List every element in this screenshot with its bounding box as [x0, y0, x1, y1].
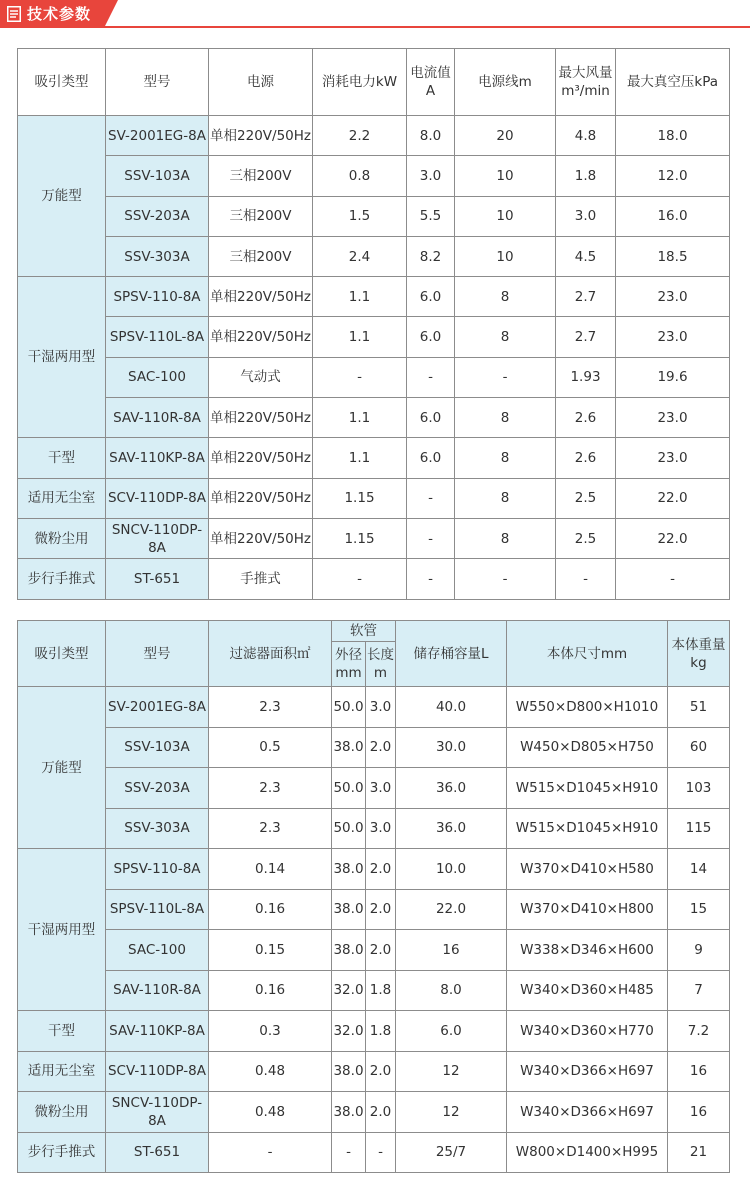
table-row	[18, 768, 730, 809]
cell-capacity: 36.0	[396, 808, 507, 849]
cell-cable: 10	[455, 236, 556, 276]
cell-current: 6.0	[407, 398, 455, 438]
cell-cable: 8	[455, 398, 556, 438]
cell-capacity: 40.0	[396, 687, 507, 728]
table-row	[18, 398, 730, 438]
cell-len: 2.0	[366, 849, 396, 890]
cell-dia: 50.0	[332, 768, 366, 809]
cell-vacuum: 23.0	[616, 398, 730, 438]
cell-weight: 7.2	[668, 1011, 730, 1052]
cell-size: W515×D1045×H910	[507, 768, 668, 809]
cell-model: SAV-110KP-8A	[106, 438, 209, 478]
col-header-filter: 过滤器面积㎡	[209, 621, 332, 687]
cell-cable: 8	[455, 438, 556, 478]
cell-model: SSV-303A	[106, 236, 209, 276]
col-header-airflow: 最大风量m³/min	[556, 49, 616, 116]
cell-filter: 0.3	[209, 1011, 332, 1052]
cell-dia: -	[332, 1132, 366, 1173]
cell-capacity: 16	[396, 930, 507, 971]
cell-model: SV-2001EG-8A	[106, 116, 209, 156]
table-row	[18, 1092, 730, 1133]
cell-vacuum: 23.0	[616, 277, 730, 317]
cell-current: -	[407, 357, 455, 397]
cell-dia: 38.0	[332, 1051, 366, 1092]
cell-current: -	[407, 559, 455, 599]
cell-size: W550×D800×H1010	[507, 687, 668, 728]
cell-capacity: 8.0	[396, 970, 507, 1011]
cell-dia: 38.0	[332, 1092, 366, 1133]
cell-size: W800×D1400×H995	[507, 1132, 668, 1173]
cell-capacity: 30.0	[396, 727, 507, 768]
type-label: 适用无尘室	[18, 478, 106, 518]
cell-size: W370×D410×H800	[507, 889, 668, 930]
cell-vacuum: 18.5	[616, 236, 730, 276]
cell-cable: 8	[455, 478, 556, 518]
cell-len: -	[366, 1132, 396, 1173]
cell-consumption: 1.1	[313, 438, 407, 478]
cell-size: W338×D346×H600	[507, 930, 668, 971]
cell-filter: 0.14	[209, 849, 332, 890]
cell-filter: 0.16	[209, 889, 332, 930]
cell-capacity: 10.0	[396, 849, 507, 890]
type-label: 微粉尘用	[18, 1092, 106, 1133]
cell-power: 单相220V/50Hz	[209, 518, 313, 558]
cell-len: 1.8	[366, 970, 396, 1011]
cell-len: 1.8	[366, 1011, 396, 1052]
col-header-vacuum: 最大真空压kPa	[616, 49, 730, 116]
cell-size: W515×D1045×H910	[507, 808, 668, 849]
cell-capacity: 22.0	[396, 889, 507, 930]
col-header-model: 型号	[106, 621, 209, 687]
type-label: 干湿两用型	[18, 849, 106, 1011]
cell-model: SAC-100	[106, 930, 209, 971]
col-header-hose-diameter: 外径mm	[332, 642, 366, 687]
type-label: 步行手推式	[18, 559, 106, 599]
cell-power: 气动式	[209, 357, 313, 397]
cell-weight: 7	[668, 970, 730, 1011]
cell-filter: 0.16	[209, 970, 332, 1011]
header-divider	[0, 26, 750, 28]
cell-model: SSV-103A	[106, 727, 209, 768]
table-row	[18, 1011, 730, 1052]
cell-capacity: 12	[396, 1051, 507, 1092]
cell-model: SAV-110R-8A	[106, 398, 209, 438]
cell-weight: 51	[668, 687, 730, 728]
cell-cable: 20	[455, 116, 556, 156]
cell-power: 三相200V	[209, 156, 313, 196]
type-label: 步行手推式	[18, 1132, 106, 1173]
table-row	[18, 438, 730, 478]
table-row	[18, 116, 730, 156]
table-row	[18, 930, 730, 971]
table-row	[18, 1051, 730, 1092]
cell-model: SSV-103A	[106, 156, 209, 196]
cell-current: -	[407, 478, 455, 518]
cell-model: ST-651	[106, 1132, 209, 1173]
cell-consumption: 1.15	[313, 478, 407, 518]
cell-consumption: 1.5	[313, 196, 407, 236]
cell-capacity: 6.0	[396, 1011, 507, 1052]
cell-consumption: 1.1	[313, 277, 407, 317]
col-header-capacity: 储存桶容量L	[396, 621, 507, 687]
table-row	[18, 727, 730, 768]
cell-model: SAC-100	[106, 357, 209, 397]
cell-len: 2.0	[366, 727, 396, 768]
cell-filter: 0.5	[209, 727, 332, 768]
cell-cable: 10	[455, 196, 556, 236]
cell-model: SPSV-110-8A	[106, 849, 209, 890]
cell-cable: -	[455, 559, 556, 599]
cell-model: SPSV-110-8A	[106, 277, 209, 317]
cell-airflow: 4.5	[556, 236, 616, 276]
cell-weight: 115	[668, 808, 730, 849]
cell-vacuum: 22.0	[616, 518, 730, 558]
cell-model: SPSV-110L-8A	[106, 889, 209, 930]
spec-table-dimensions	[17, 620, 730, 1173]
cell-filter: -	[209, 1132, 332, 1173]
document-list-icon	[7, 6, 21, 22]
cell-consumption: 1.1	[313, 398, 407, 438]
cell-vacuum: 23.0	[616, 438, 730, 478]
cell-power: 三相200V	[209, 236, 313, 276]
type-label: 干湿两用型	[18, 277, 106, 438]
col-header-hose: 软管	[332, 621, 396, 642]
cell-capacity: 25/7	[396, 1132, 507, 1173]
cell-current: 6.0	[407, 438, 455, 478]
cell-power: 单相220V/50Hz	[209, 478, 313, 518]
cell-power: 单相220V/50Hz	[209, 438, 313, 478]
type-label: 适用无尘室	[18, 1051, 106, 1092]
cell-airflow: 2.5	[556, 518, 616, 558]
cell-dia: 32.0	[332, 1011, 366, 1052]
col-header-model: 型号	[106, 49, 209, 116]
cell-capacity: 36.0	[396, 768, 507, 809]
cell-model: SAV-110R-8A	[106, 970, 209, 1011]
table-row	[18, 196, 730, 236]
cell-power: 单相220V/50Hz	[209, 116, 313, 156]
cell-model: SNCV-110DP-8A	[106, 518, 209, 558]
cell-dia: 50.0	[332, 808, 366, 849]
cell-airflow: 2.7	[556, 277, 616, 317]
cell-model: SNCV-110DP-8A	[106, 1092, 209, 1133]
cell-filter: 2.3	[209, 768, 332, 809]
col-header-power: 电源	[209, 49, 313, 116]
cell-vacuum: 18.0	[616, 116, 730, 156]
cell-airflow: 1.93	[556, 357, 616, 397]
cell-filter: 0.48	[209, 1051, 332, 1092]
cell-size: W340×D360×H770	[507, 1011, 668, 1052]
cell-current: 8.2	[407, 236, 455, 276]
type-label: 万能型	[18, 116, 106, 277]
table-row	[18, 808, 730, 849]
cell-consumption: 1.15	[313, 518, 407, 558]
cell-weight: 15	[668, 889, 730, 930]
cell-len: 2.0	[366, 1092, 396, 1133]
col-header-type: 吸引类型	[18, 621, 106, 687]
table-row	[18, 849, 730, 890]
cell-power: 单相220V/50Hz	[209, 317, 313, 357]
cell-weight: 103	[668, 768, 730, 809]
cell-cable: 8	[455, 518, 556, 558]
cell-model: SCV-110DP-8A	[106, 478, 209, 518]
cell-airflow: 2.5	[556, 478, 616, 518]
spec-table-electrical	[17, 48, 730, 600]
type-label: 微粉尘用	[18, 518, 106, 558]
cell-model: SAV-110KP-8A	[106, 1011, 209, 1052]
cell-weight: 16	[668, 1092, 730, 1133]
cell-model: SCV-110DP-8A	[106, 1051, 209, 1092]
cell-airflow: 2.6	[556, 438, 616, 478]
cell-size: W450×D805×H750	[507, 727, 668, 768]
cell-model: SSV-203A	[106, 196, 209, 236]
cell-power: 单相220V/50Hz	[209, 277, 313, 317]
table-row	[18, 478, 730, 518]
cell-vacuum: 23.0	[616, 317, 730, 357]
cell-airflow: 2.7	[556, 317, 616, 357]
cell-airflow: 2.6	[556, 398, 616, 438]
cell-power: 手推式	[209, 559, 313, 599]
cell-airflow: 4.8	[556, 116, 616, 156]
cell-vacuum: 16.0	[616, 196, 730, 236]
cell-len: 3.0	[366, 768, 396, 809]
col-header-current: 电流值A	[407, 49, 455, 116]
table-row	[18, 1132, 730, 1173]
cell-airflow: 3.0	[556, 196, 616, 236]
cell-capacity: 12	[396, 1092, 507, 1133]
table-row	[18, 559, 730, 599]
table-row	[18, 970, 730, 1011]
col-header-size: 本体尺寸mm	[507, 621, 668, 687]
cell-filter: 2.3	[209, 687, 332, 728]
table-row	[18, 518, 730, 558]
cell-cable: 8	[455, 317, 556, 357]
col-header-hose-length: 长度m	[366, 642, 396, 687]
cell-consumption: -	[313, 559, 407, 599]
cell-filter: 0.15	[209, 930, 332, 971]
col-header-type: 吸引类型	[18, 49, 106, 116]
cell-consumption: 2.4	[313, 236, 407, 276]
cell-dia: 38.0	[332, 849, 366, 890]
cell-model: SPSV-110L-8A	[106, 317, 209, 357]
cell-vacuum: 12.0	[616, 156, 730, 196]
table-row	[18, 889, 730, 930]
cell-current: 5.5	[407, 196, 455, 236]
table-row	[18, 317, 730, 357]
cell-consumption: 0.8	[313, 156, 407, 196]
col-header-consumption: 消耗电力kW	[313, 49, 407, 116]
cell-weight: 14	[668, 849, 730, 890]
cell-weight: 60	[668, 727, 730, 768]
cell-size: W340×D366×H697	[507, 1051, 668, 1092]
cell-consumption: 1.1	[313, 317, 407, 357]
cell-current: 6.0	[407, 317, 455, 357]
cell-len: 2.0	[366, 1051, 396, 1092]
cell-len: 3.0	[366, 687, 396, 728]
cell-model: SSV-303A	[106, 808, 209, 849]
cell-power: 单相220V/50Hz	[209, 398, 313, 438]
table-row	[18, 156, 730, 196]
cell-len: 3.0	[366, 808, 396, 849]
cell-len: 2.0	[366, 930, 396, 971]
cell-consumption: 2.2	[313, 116, 407, 156]
cell-cable: 10	[455, 156, 556, 196]
cell-current: 8.0	[407, 116, 455, 156]
type-label: 万能型	[18, 687, 106, 849]
section-header	[0, 0, 750, 28]
cell-vacuum: 19.6	[616, 357, 730, 397]
cell-model: ST-651	[106, 559, 209, 599]
cell-power: 三相200V	[209, 196, 313, 236]
cell-current: 6.0	[407, 277, 455, 317]
cell-weight: 16	[668, 1051, 730, 1092]
cell-airflow: 1.8	[556, 156, 616, 196]
section-title: 技术参数	[27, 5, 92, 23]
cell-filter: 0.48	[209, 1092, 332, 1133]
cell-current: 3.0	[407, 156, 455, 196]
cell-len: 2.0	[366, 889, 396, 930]
cell-dia: 38.0	[332, 727, 366, 768]
cell-weight: 21	[668, 1132, 730, 1173]
cell-size: W340×D366×H697	[507, 1092, 668, 1133]
table-row	[18, 357, 730, 397]
cell-dia: 38.0	[332, 889, 366, 930]
cell-current: -	[407, 518, 455, 558]
cell-dia: 50.0	[332, 687, 366, 728]
cell-filter: 2.3	[209, 808, 332, 849]
table-row	[18, 236, 730, 276]
cell-weight: 9	[668, 930, 730, 971]
cell-model: SV-2001EG-8A	[106, 687, 209, 728]
type-label: 干型	[18, 1011, 106, 1052]
col-header-cable: 电源线m	[455, 49, 556, 116]
type-label: 干型	[18, 438, 106, 478]
cell-cable: 8	[455, 277, 556, 317]
cell-size: W370×D410×H580	[507, 849, 668, 890]
col-header-weight: 本体重量kg	[668, 621, 730, 687]
cell-airflow: -	[556, 559, 616, 599]
cell-vacuum: 22.0	[616, 478, 730, 518]
cell-size: W340×D360×H485	[507, 970, 668, 1011]
table-row	[18, 687, 730, 728]
cell-vacuum: -	[616, 559, 730, 599]
cell-model: SSV-203A	[106, 768, 209, 809]
cell-consumption: -	[313, 357, 407, 397]
cell-dia: 32.0	[332, 970, 366, 1011]
table-row	[18, 277, 730, 317]
cell-dia: 38.0	[332, 930, 366, 971]
cell-cable: -	[455, 357, 556, 397]
